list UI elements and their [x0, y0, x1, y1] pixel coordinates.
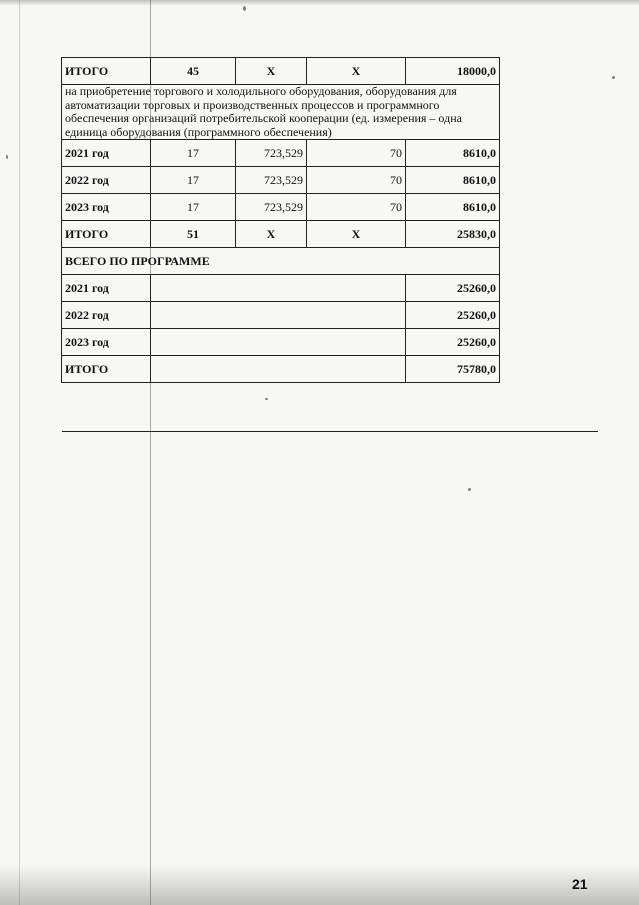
table-row — [62, 275, 500, 302]
sum-cell: 8610,0 — [406, 140, 500, 167]
sum-cell: 25260,0 — [406, 275, 500, 302]
table-row — [62, 329, 500, 356]
row-label: 2021 год — [62, 140, 151, 167]
sum-cell: 25260,0 — [406, 329, 500, 356]
row-label: 2022 год — [62, 302, 151, 329]
sum-cell: 25260,0 — [406, 302, 500, 329]
table-row — [62, 140, 500, 167]
empty-cell — [151, 275, 406, 302]
price-cell: 723,529 — [236, 194, 307, 221]
row-label: ИТОГО — [62, 221, 151, 248]
pct-cell: 70 — [307, 140, 406, 167]
scan-speck — [265, 398, 268, 400]
scan-bottom-edge — [0, 865, 639, 905]
pct-cell: Х — [307, 221, 406, 248]
price-cell: 723,529 — [236, 140, 307, 167]
table-row — [62, 167, 500, 194]
sum-cell: 8610,0 — [406, 167, 500, 194]
row-label: 2023 год — [62, 194, 151, 221]
sum-cell: 25830,0 — [406, 221, 500, 248]
price-cell: Х — [236, 58, 307, 85]
sum-cell: 75780,0 — [406, 356, 500, 383]
table-row — [62, 85, 500, 140]
price-cell: Х — [236, 221, 307, 248]
scan-fold-line-left — [19, 0, 20, 905]
row-label: 2021 год — [62, 275, 151, 302]
table-row — [62, 356, 500, 383]
scan-top-edge — [0, 0, 639, 6]
scan-speck — [468, 488, 471, 491]
table-row — [62, 248, 500, 275]
page-number: 21 — [572, 876, 588, 892]
pct-cell: Х — [307, 58, 406, 85]
qty-cell: 45 — [151, 58, 236, 85]
sum-cell: 18000,0 — [406, 58, 500, 85]
table-row — [62, 194, 500, 221]
sum-cell: 8610,0 — [406, 194, 500, 221]
qty-cell: 17 — [151, 167, 236, 194]
scan-speck — [6, 155, 8, 159]
scan-speck — [612, 76, 615, 79]
table-row — [62, 221, 500, 248]
row-label: 2022 год — [62, 167, 151, 194]
section-description: на приобретение торгового и холодильного оборудования, оборудования для автоматизации торговых и производственных процессов и программного обеспечения организаций потребительской кооперации (ед. измерения – одна единица оборудования (программного обеспечения) — [62, 85, 500, 140]
empty-cell — [151, 329, 406, 356]
pct-cell: 70 — [307, 167, 406, 194]
empty-cell — [151, 302, 406, 329]
scan-speck — [243, 6, 246, 11]
budget-table — [61, 57, 500, 383]
table-row — [62, 58, 500, 85]
pct-cell: 70 — [307, 194, 406, 221]
section-title: ВСЕГО ПО ПРОГРАММЕ — [62, 248, 500, 275]
empty-cell — [151, 356, 406, 383]
row-label: 2023 год — [62, 329, 151, 356]
horizontal-rule — [62, 431, 598, 432]
qty-cell: 51 — [151, 221, 236, 248]
row-label: ИТОГО — [62, 356, 151, 383]
price-cell: 723,529 — [236, 167, 307, 194]
table-row — [62, 302, 500, 329]
qty-cell: 17 — [151, 140, 236, 167]
qty-cell: 17 — [151, 194, 236, 221]
row-label: ИТОГО — [62, 58, 151, 85]
